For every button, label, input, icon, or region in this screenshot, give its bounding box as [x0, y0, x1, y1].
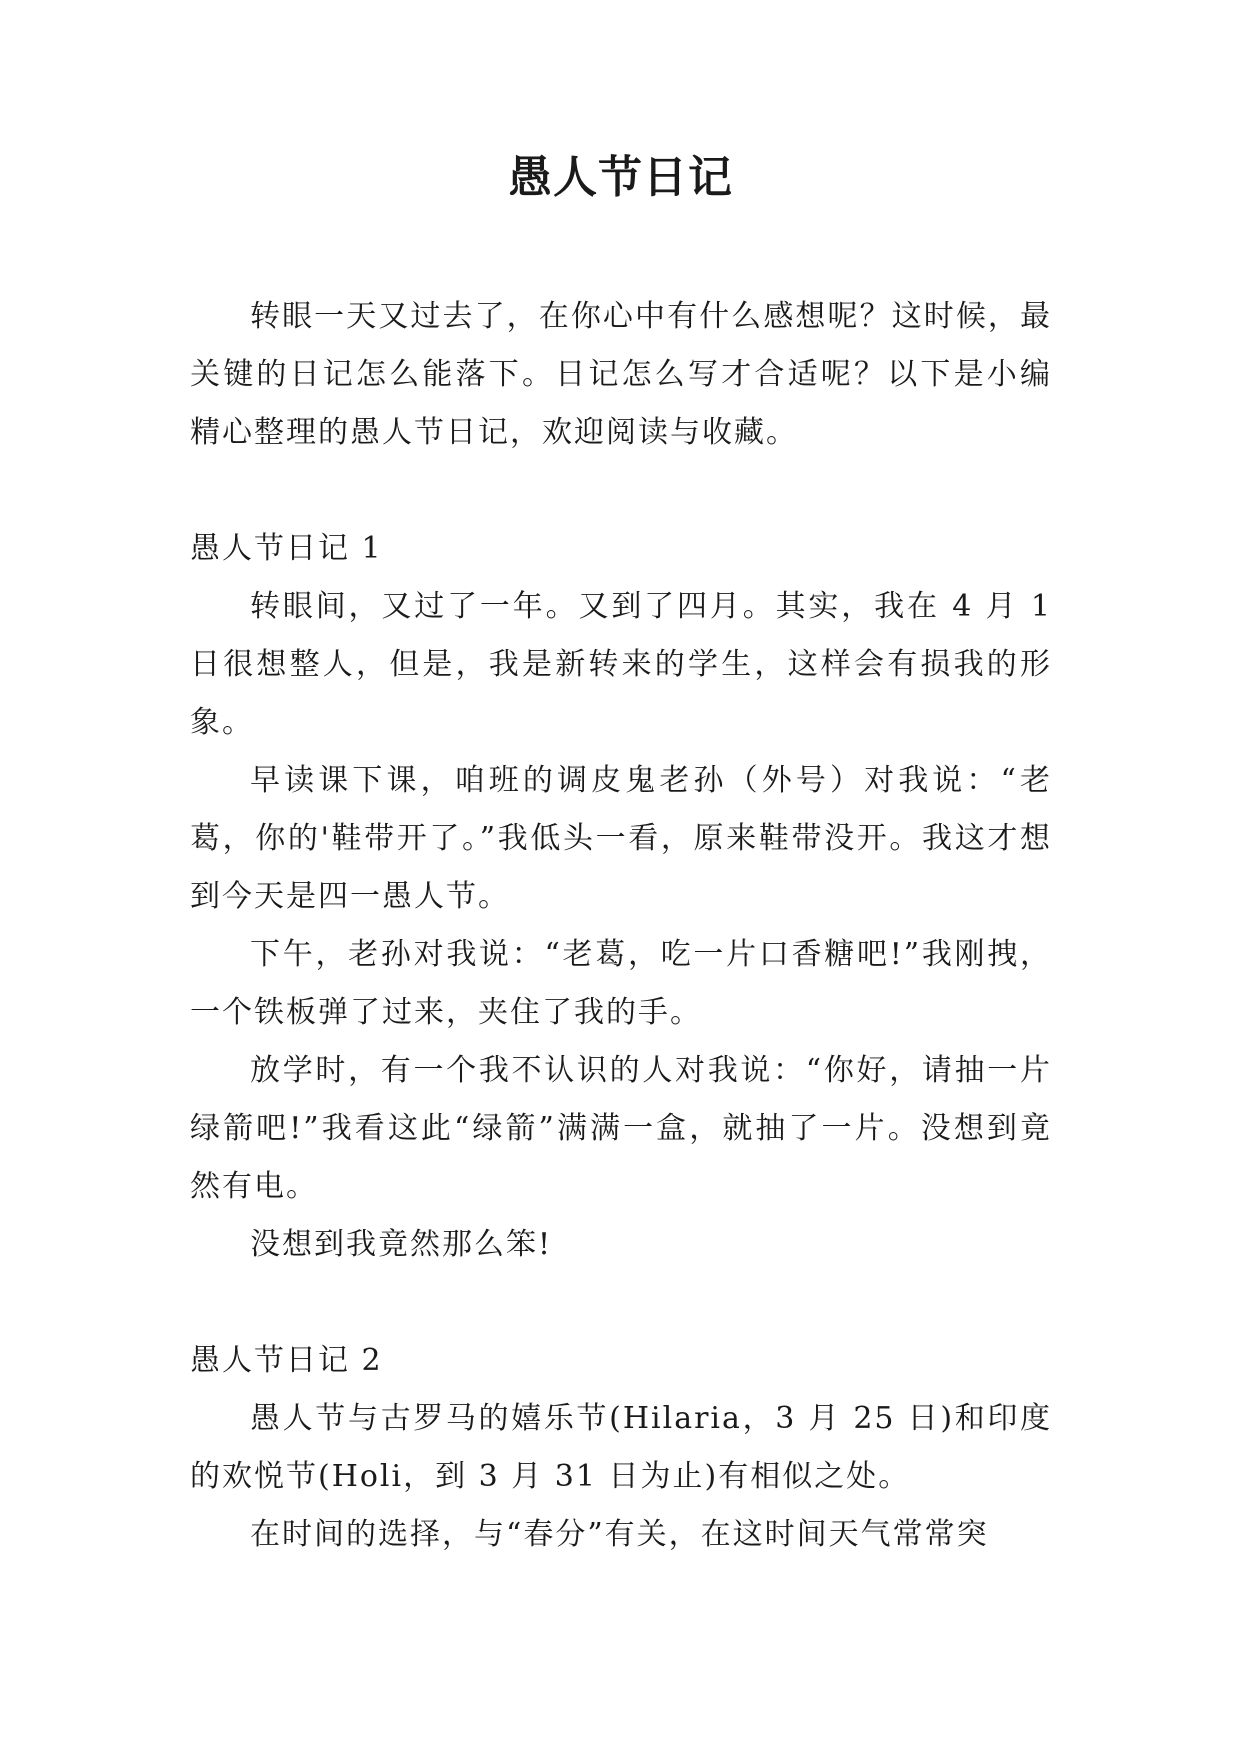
section-heading: 愚人节日记 2	[190, 1343, 383, 1378]
section-heading: 愚人节日记 1	[190, 531, 383, 566]
section-spacer	[190, 1274, 1052, 1332]
section-paragraph: 早读课下课，咱班的调皮鬼老孙（外号）对我说：“老葛，你的'鞋带开了。”我低头一看，原来鞋带没开。我这才想到今天是四一愚人节。	[190, 763, 1052, 914]
document-body	[190, 288, 1052, 1564]
section-paragraph: 放学时，有一个我不认识的人对我说：“你好，请抽一片绿箭吧!”我看这此“绿箭”满满一盒，就抽了一片。没想到竟然有电。	[190, 1053, 1052, 1204]
document-title: 愚人节日记	[508, 152, 733, 203]
section-paragraph: 在时间的选择，与“春分”有关，在这时间天气常常突	[250, 1517, 989, 1552]
diary-section-1	[190, 520, 1052, 1274]
diary-section-2	[190, 1332, 1052, 1564]
section-paragraph: 转眼间，又过了一年。又到了四月。其实，我在 4 月 1 日很想整人，但是，我是新转来的学生，这样会有损我的形象。	[190, 589, 1052, 740]
intro-paragraph: 转眼一天又过去了，在你心中有什么感想呢？这时候，最关键的日记怎么能落下。日记怎么写才合适呢？以下是小编精心整理的愚人节日记，欢迎阅读与收藏。	[190, 299, 1052, 450]
section-paragraph: 没想到我竟然那么笨!	[250, 1227, 553, 1262]
section-paragraph: 下午，老孙对我说：“老葛，吃一片口香糖吧!”我刚拽，一个铁板弹了过来，夹住了我的手。	[190, 937, 1052, 1030]
section-paragraph: 愚人节与古罗马的嬉乐节(Hilaria，3 月 25 日)和印度的欢悦节(Holi，到 3 月 31 日为止)有相似之处。	[190, 1401, 1052, 1494]
section-spacer	[190, 462, 1052, 520]
